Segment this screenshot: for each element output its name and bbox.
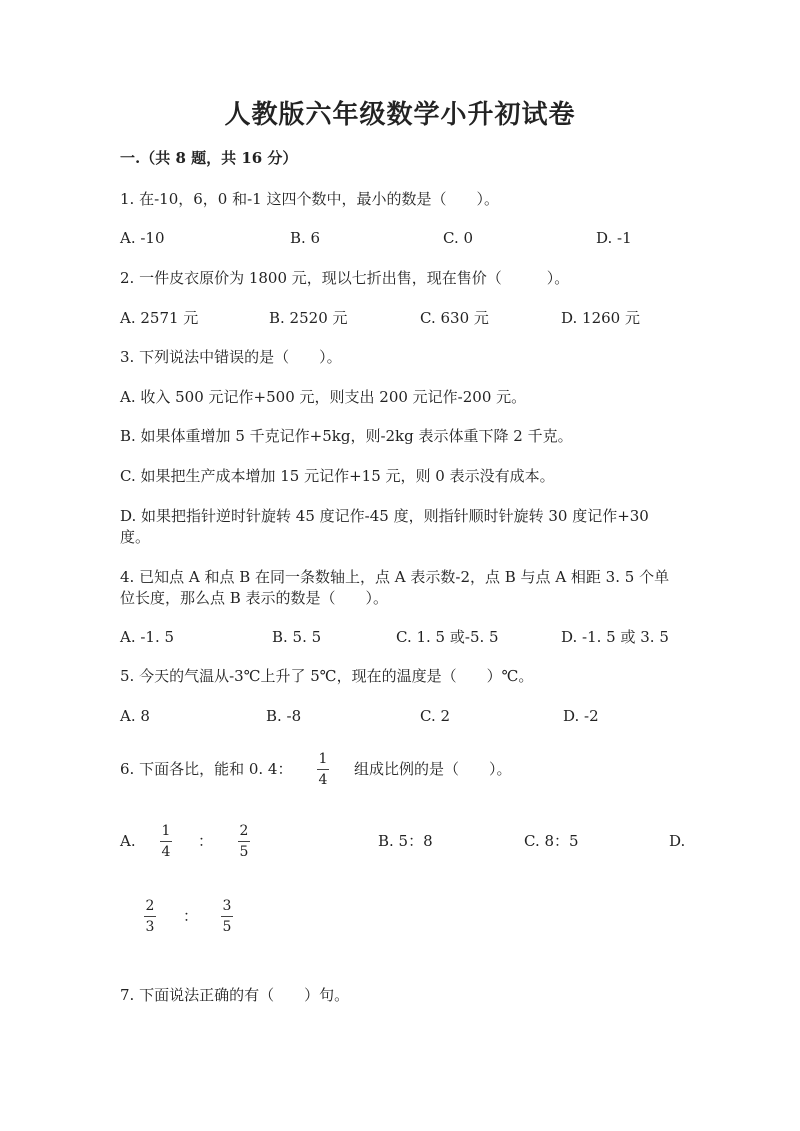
question-2-option-c[interactable]: C. 630 元 [420, 309, 489, 327]
fraction-bar [317, 769, 329, 770]
fraction-bar [238, 841, 250, 842]
fraction-denominator: 3 [145, 919, 155, 935]
fraction-numerator: 1 [318, 751, 328, 767]
question-6-fraction [317, 751, 329, 788]
question-4-stem: 4. 已知点 A 和点 B 在同一条数轴上，点 A 表示数-2，点 B 与点 A 相距 3. 5 个单 [120, 568, 670, 586]
question-6-option-d-fraction-2 [221, 898, 233, 935]
question-3-option-d[interactable]: D. 如果把指针逆时针旋转 45 度记作-45 度，则指针顺时针旋转 30 度记作+30 [120, 507, 649, 525]
fraction-bar [221, 916, 233, 917]
fraction-bar [160, 841, 172, 842]
question-6-option-d-label[interactable]: D. [669, 832, 686, 850]
fraction-numerator: 2 [239, 823, 249, 839]
question-4-option-a[interactable]: A. -1. 5 [120, 628, 175, 646]
question-1-stem: 1. 在-10，6，0 和-1 这四个数中，最小的数是（ ）。 [120, 190, 499, 208]
question-2-stem: 2. 一件皮衣原价为 1800 元，现以七折出售，现在售价（ ）。 [120, 269, 570, 287]
question-5-option-b[interactable]: B. -8 [266, 707, 302, 725]
question-4-option-c[interactable]: C. 1. 5 或-5. 5 [396, 628, 499, 646]
question-3-stem: 3. 下列说法中错误的是（ ）。 [120, 348, 342, 366]
question-5-option-d[interactable]: D. -2 [563, 707, 599, 725]
fraction-numerator: 1 [161, 823, 171, 839]
question-5-option-c[interactable]: C. 2 [420, 707, 451, 725]
fraction-denominator: 5 [222, 919, 232, 935]
question-6-option-c[interactable]: C. 8：5 [524, 832, 579, 850]
question-6-option-b[interactable]: B. 5：8 [378, 832, 433, 850]
question-3-option-a[interactable]: A. 收入 500 元记作+500 元，则支出 200 元记作-200 元。 [120, 388, 527, 406]
fraction-numerator: 2 [145, 898, 155, 914]
question-4-option-d[interactable]: D. -1. 5 或 3. 5 [561, 628, 669, 646]
question-6-option-a-fraction-2 [238, 823, 250, 860]
question-4-option-b[interactable]: B. 5. 5 [272, 628, 322, 646]
page-title: 人教版六年级数学小升初试卷 [224, 100, 576, 130]
question-1-option-a[interactable]: A. -10 [120, 229, 165, 247]
fraction-denominator: 5 [239, 844, 249, 860]
question-1-option-c[interactable]: C. 0 [443, 229, 474, 247]
question-3-option-b[interactable]: B. 如果体重增加 5 千克记作+5kg，则-2kg 表示体重下降 2 千克。 [120, 427, 573, 445]
question-6-option-a-label[interactable]: A. [120, 832, 136, 850]
section-header: 一.（共 8 题，共 16 分） [120, 149, 298, 167]
question-4-stem-cont: 位长度，那么点 B 表示的数是（ ）。 [120, 589, 389, 607]
question-2-option-a[interactable]: A. 2571 元 [120, 309, 199, 327]
question-3-option-d-cont: 度。 [120, 528, 151, 546]
ratio-colon: ： [183, 907, 199, 925]
question-6-stem: 6. 下面各比，能和 0. 4： [120, 760, 293, 778]
question-6-option-d-fraction-1 [144, 898, 156, 935]
fraction-numerator: 3 [222, 898, 232, 914]
question-6-option-a-fraction-1 [160, 823, 172, 860]
question-6-stem-cont: 组成比例的是（ ）。 [354, 760, 512, 778]
question-3-option-c[interactable]: C. 如果把生产成本增加 15 元记作+15 元，则 0 表示没有成本。 [120, 467, 555, 485]
question-2-option-b[interactable]: B. 2520 元 [269, 309, 348, 327]
fraction-denominator: 4 [161, 844, 171, 860]
question-1-option-d[interactable]: D. -1 [596, 229, 632, 247]
ratio-colon: ： [198, 832, 214, 850]
question-7-stem: 7. 下面说法正确的有（ ）句。 [120, 986, 350, 1004]
question-5-stem: 5. 今天的气温从-3℃上升了 5℃，现在的温度是（ ）℃。 [120, 667, 534, 685]
question-1-option-b[interactable]: B. 6 [290, 229, 321, 247]
question-2-option-d[interactable]: D. 1260 元 [561, 309, 640, 327]
question-5-option-a[interactable]: A. 8 [120, 707, 150, 725]
fraction-bar [144, 916, 156, 917]
fraction-denominator: 4 [318, 772, 328, 788]
